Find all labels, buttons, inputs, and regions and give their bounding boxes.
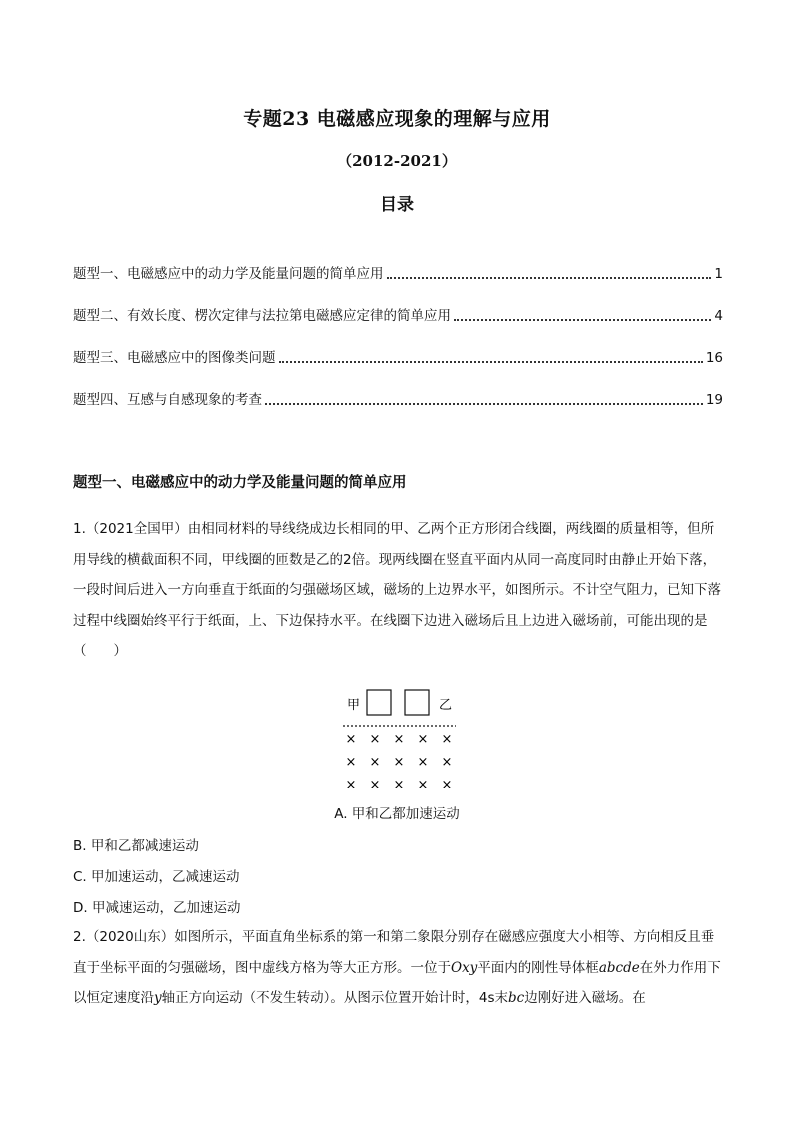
document-years: （2012-2021） <box>337 152 457 170</box>
toc-entry-label: 题型一、电磁感应中的动力学及能量问题的简单应用 <box>73 266 384 282</box>
q2-text-part: 边刚好进入磁场。在 <box>524 990 646 1006</box>
toc-entry-label: 题型二、有效长度、楞次定律与法拉第电磁感应定律的简单应用 <box>73 308 451 324</box>
toc-entry-label: 题型三、电磁感应中的图像类问题 <box>73 350 276 366</box>
field-cross-symbol: × <box>345 732 357 747</box>
toc-entry-3[interactable] <box>73 346 723 366</box>
option-b[interactable]: B. 甲和乙都减速运动 <box>73 838 199 854</box>
option-a[interactable]: A. 甲和乙都加速运动 <box>334 806 460 822</box>
q2-text-part: 轴正方向运动（不发生转动）。从图示位置开始计时，4s末 <box>161 990 509 1006</box>
field-cross-symbol: × <box>417 778 429 788</box>
field-cross-symbol: × <box>369 755 381 770</box>
toc-leader-dots <box>387 277 712 279</box>
section-heading: 题型一、电磁感应中的动力学及能量问题的简单应用 <box>73 475 407 491</box>
question-2-text <box>73 922 725 1014</box>
field-cross-symbol: × <box>417 755 429 770</box>
field-cross-symbol: × <box>393 778 405 788</box>
q2-var-frame: abcde <box>598 959 640 976</box>
toc-heading: 目录 <box>380 195 414 215</box>
field-cross-symbol: × <box>369 778 381 788</box>
toc-entry-page: 16 <box>705 350 723 366</box>
q2-var-plane: Oxy <box>451 959 478 976</box>
q2-text-part: 在外力作用下以恒定速度沿 <box>73 959 721 1006</box>
toc-entry-2[interactable] <box>73 304 723 324</box>
q2-var-axis: y <box>154 990 162 1006</box>
field-cross-symbol: × <box>417 732 429 747</box>
toc-entry-page: 1 <box>714 266 723 282</box>
toc-entry-1[interactable] <box>73 262 723 282</box>
option-c[interactable]: C. 甲加速运动，乙减速运动 <box>73 869 240 885</box>
toc-leader-dots <box>265 403 703 405</box>
field-cross-symbol: × <box>441 755 453 770</box>
toc-leader-dots <box>279 361 703 363</box>
magnetic-field-figure <box>335 686 460 788</box>
toc-leader-dots <box>454 319 711 321</box>
document-title: 专题23 电磁感应现象的理解与应用 <box>243 108 551 130</box>
q2-var-edge: bc <box>508 990 525 1006</box>
question-1-text: 1.（2021全国甲）由相同材料的导线绕成边长相同的甲、乙两个正方形闭合线圈，两线圈的质量相等，但所用导线的横截面积不同，甲线圈的匝数是乙的2倍。现两线圈在竖直平面内从同一高度同时由静止开始下落，一段时间后进入一方向垂直于纸面的匀强磁场区域，磁场的上边界水平，如图所示。不计空气阻力，已知下落过程中线圈始终平行于纸面，上、下边保持水平。在线圈下边进入磁场后且上边进入磁场前，可能出现的是（ ） <box>73 521 721 659</box>
field-cross-symbol: × <box>441 732 453 747</box>
toc-entry-page: 4 <box>714 308 723 324</box>
field-cross-symbol: × <box>369 732 381 747</box>
toc-entry-page: 19 <box>705 392 723 408</box>
coil-jia-square <box>367 690 391 715</box>
coil-yi-square <box>405 690 429 715</box>
field-cross-symbol: × <box>393 732 405 747</box>
field-cross-symbol: × <box>393 755 405 770</box>
field-cross-symbol: × <box>345 755 357 770</box>
field-cross-symbol: × <box>441 778 453 788</box>
field-cross-symbol: × <box>345 778 357 788</box>
coil-label-yi: 乙 <box>439 698 453 713</box>
coil-label-jia: 甲 <box>347 698 361 713</box>
toc-entry-label: 题型四、互感与自感现象的考查 <box>73 392 262 408</box>
q2-text-part: 2.（2020山东）如图所示，平面直角坐标系的第一和第二象限分别存在磁感应强度大小相等、方向相反且垂直于坐标平面的匀强磁场，图中虚线方格为等大正方形。一位于 <box>73 929 715 976</box>
toc-entry-4[interactable] <box>73 388 723 408</box>
q2-text-part: 平面内的刚性导体框 <box>477 959 599 976</box>
field-cross-grid <box>346 732 453 788</box>
option-d[interactable]: D. 甲减速运动，乙加速运动 <box>73 900 241 916</box>
